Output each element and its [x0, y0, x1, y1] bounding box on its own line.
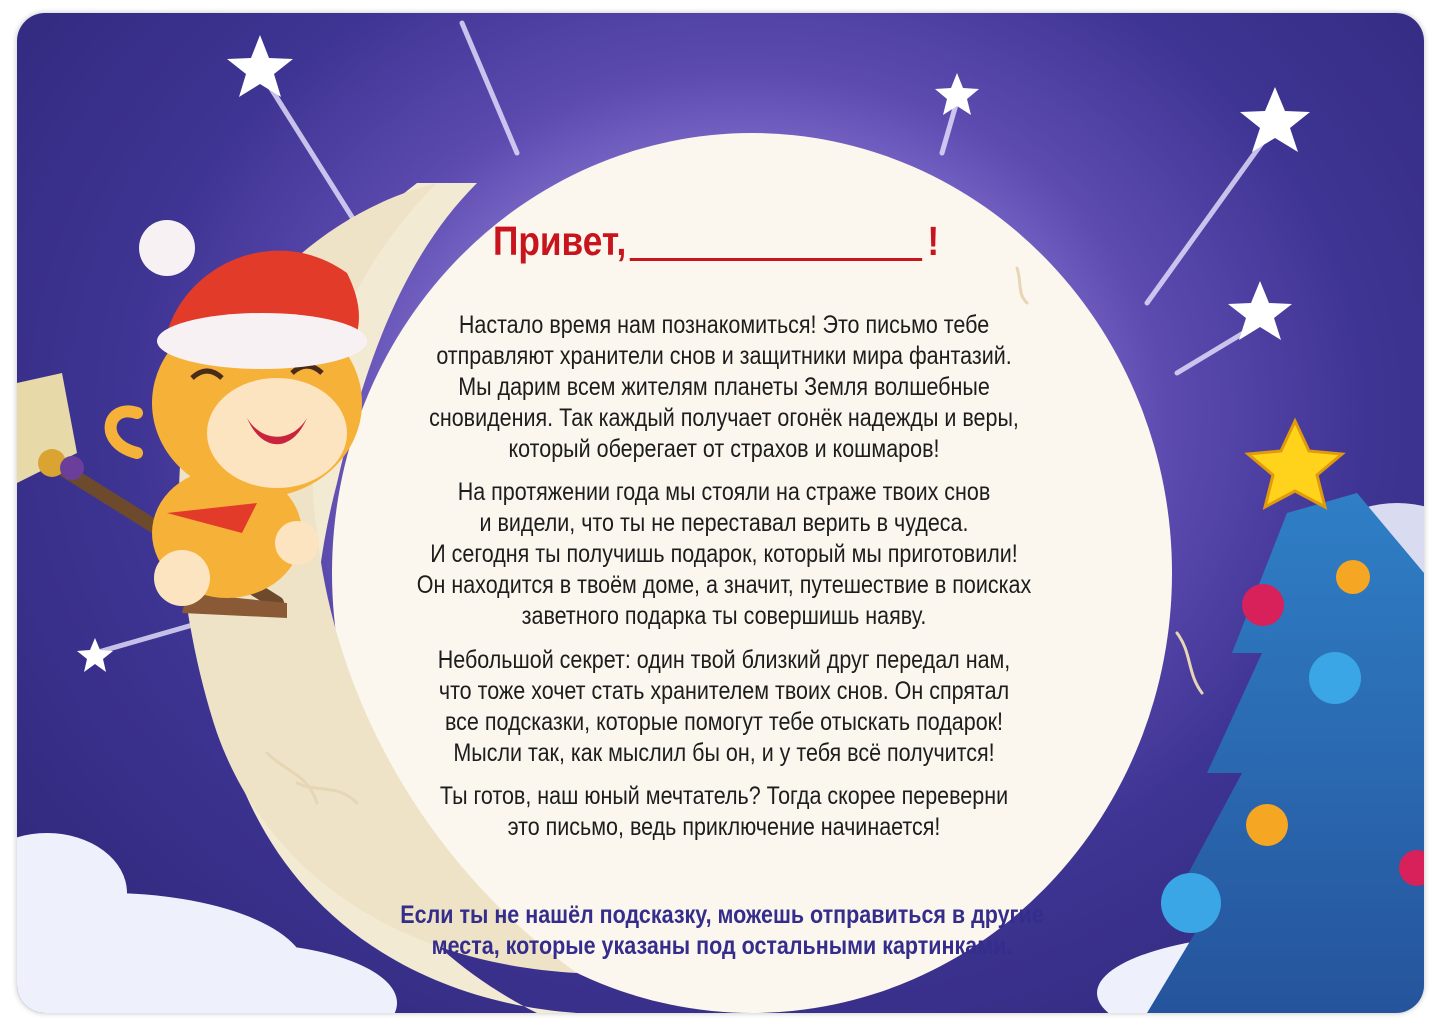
- text-line: это письмо, ведь приключение начинается!: [507, 813, 941, 841]
- hint-line: Если ты не нашёл подсказку, можешь отправиться в другие: [400, 901, 1044, 929]
- text-line: Ты готов, наш юный мечтатель? Тогда скорее переверни: [439, 782, 1009, 810]
- paragraph-ready: [407, 781, 1042, 843]
- greeting-prefix: Привет,: [493, 218, 627, 264]
- hint-line: места, которые указаны под остальными картинками.: [431, 932, 1013, 960]
- greeting-title: [493, 218, 940, 274]
- name-blank-line: [630, 218, 922, 261]
- paragraph-secret: [407, 645, 1042, 769]
- text-line: который оберегает от страхов и кошмаров!: [508, 435, 940, 463]
- text-line: заветного подарка ты совершишь наяву.: [521, 602, 927, 630]
- text-line: что тоже хочет стать хранителем твоих снов. Он спрятал: [438, 677, 1010, 705]
- text-line: Он находится в твоём доме, а значит, путешествие в поисках: [416, 571, 1032, 599]
- text-line: И сегодня ты получишь подарок, который мы приготовили!: [430, 540, 1018, 568]
- text-line: отправляют хранители снов и защитники мира фантазий.: [436, 342, 1012, 370]
- hint-note: [365, 900, 1079, 962]
- text-line: На протяжении года мы стояли на страже твоих снов: [457, 478, 991, 506]
- text-line: Настало время нам познакомиться! Это письмо тебе: [458, 311, 990, 339]
- text-line: Мысли так, как мыслил бы он, и у тебя всё получится!: [453, 739, 995, 767]
- letter-card: [17, 13, 1424, 1013]
- text-line: сновидения. Так каждый получает огонёк надежды и веры,: [429, 404, 1019, 432]
- paragraph-gift: [407, 477, 1042, 632]
- text-line: и видели, что ты не переставал верить в чудеса.: [479, 509, 969, 537]
- text-line: Небольшой секрет: один твой близкий друг передал нам,: [437, 646, 1011, 674]
- paragraph-intro: [407, 310, 1042, 465]
- text-line: все подсказки, которые помогут тебе отыскать подарок!: [444, 708, 1004, 736]
- greeting-suffix: !: [927, 218, 940, 264]
- text-line: Мы дарим всем жителям планеты Земля волшебные: [458, 373, 990, 401]
